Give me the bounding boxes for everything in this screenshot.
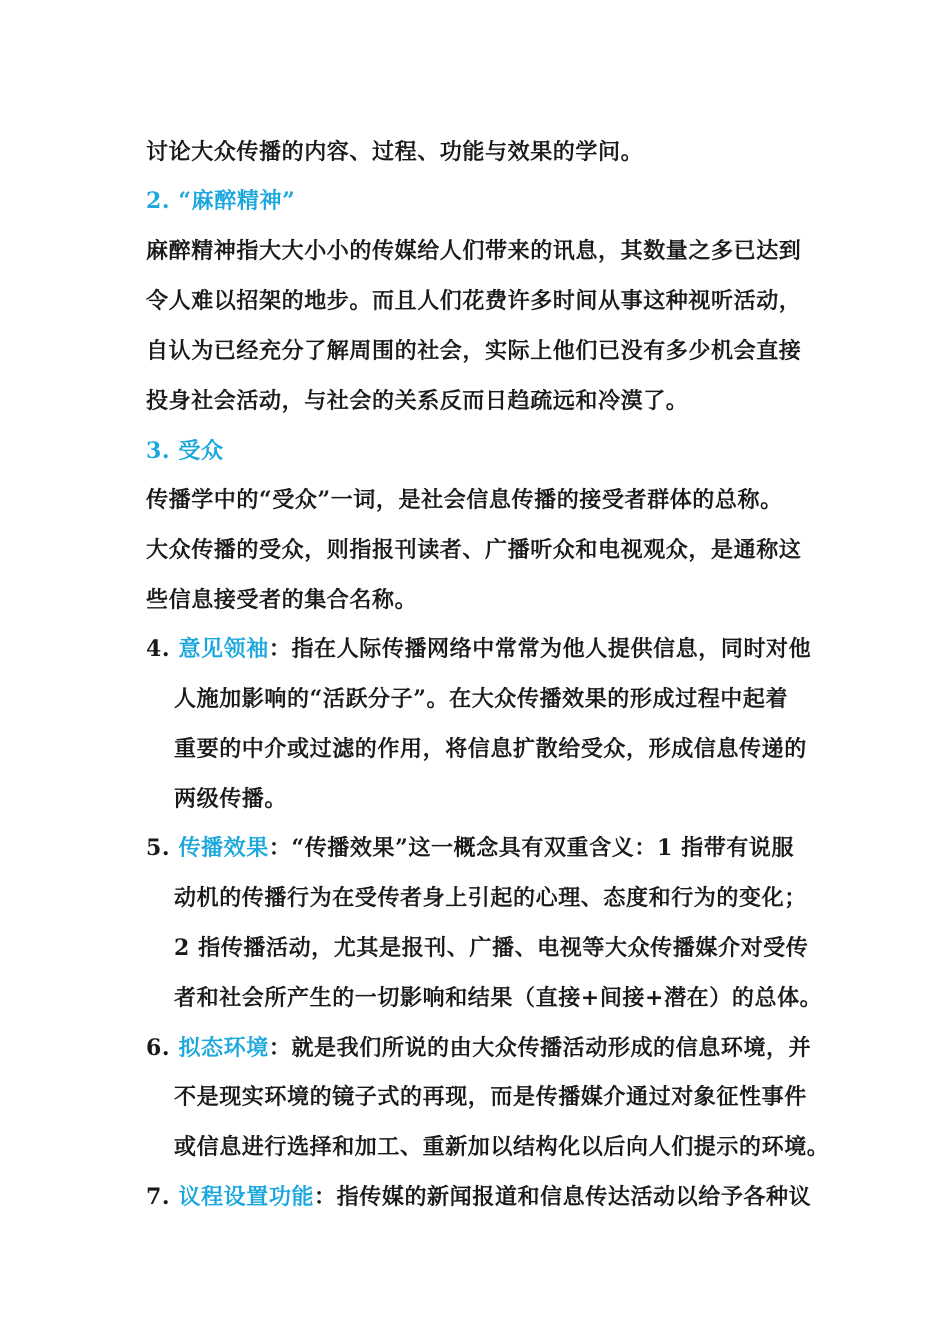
section-5-term: 传播效果 (178, 835, 269, 861)
section-2-line: 投身社会活动，与社会的关系反而日趋疏远和冷漠了。 (146, 388, 689, 414)
section-7-definition: ：指传媒的新闻报道和信息传达活动以给予各种议 (314, 1184, 812, 1210)
section-4-line: 人施加影响的“活跃分子”。在大众传播效果的形成过程中起着 (174, 686, 789, 712)
section-2-heading: 2. “麻醉精神” (146, 188, 296, 214)
intro-tail-line: 讨论大众传播的内容、过程、功能与效果的学问。 (146, 139, 644, 165)
section-6-line: 不是现实环境的镜子式的再现，而是传播媒介通过对象征性事件 (174, 1084, 807, 1110)
section-6-number: 6. (146, 1035, 171, 1061)
section-3-line: 大众传播的受众，则指报刊读者、广播听众和电视观众，是通称这 (146, 537, 802, 563)
section-4-first-line (146, 634, 811, 664)
section-2-line: 麻醉精神指大大小小的传媒给人们带来的讯息，其数量之多已达到 (146, 238, 802, 264)
section-4-line: 两级传播。 (174, 786, 288, 812)
section-5-line: 动机的传播行为在受传者身上引起的心理、态度和行为的变化； (174, 885, 807, 911)
section-6-definition: ：就是我们所说的由大众传播活动形成的信息环境，并 (268, 1035, 812, 1061)
section-4-term: 意见领袖 (178, 636, 269, 662)
section-5-definition: ：“传播效果”这一概念具有双重含义：1 指带有说服 (268, 835, 795, 861)
section-6-line: 或信息进行选择和加工、重新加以结构化以后向人们提示的环境。 (174, 1134, 830, 1160)
section-7-term: 议程设置功能 (178, 1184, 315, 1210)
section-7-first-line (146, 1182, 811, 1212)
section-3-line: 传播学中的“受众”一词，是社会信息传播的接受者群体的总称。 (146, 487, 783, 513)
section-4-definition: ：指在人际传播网络中常常为他人提供信息，同时对他 (268, 636, 812, 662)
section-5-line: 2 指传播活动，尤其是报刊、广播、电视等大众传播媒介对受传 (174, 935, 809, 961)
section-3-line: 些信息接受者的集合名称。 (146, 587, 418, 613)
section-7-number: 7. (146, 1184, 171, 1210)
section-4-number: 4. (146, 636, 171, 662)
section-5-number: 5. (146, 835, 171, 861)
section-6-term: 拟态环境 (178, 1035, 269, 1061)
section-5-first-line (146, 833, 794, 863)
section-6-first-line (146, 1033, 811, 1063)
section-2-line: 自认为已经充分了解周围的社会，实际上他们已没有多少机会直接 (146, 338, 802, 364)
section-2-line: 令人难以招架的地步。而且人们花费许多时间从事这种视听活动， (146, 288, 802, 314)
section-3-heading: 3. 受众 (146, 438, 224, 464)
section-5-line: 者和社会所产生的一切影响和结果（直接+间接+潜在）的总体。 (174, 985, 823, 1011)
section-4-line: 重要的中介或过滤的作用，将信息扩散给受众，形成信息传递的 (174, 736, 807, 762)
